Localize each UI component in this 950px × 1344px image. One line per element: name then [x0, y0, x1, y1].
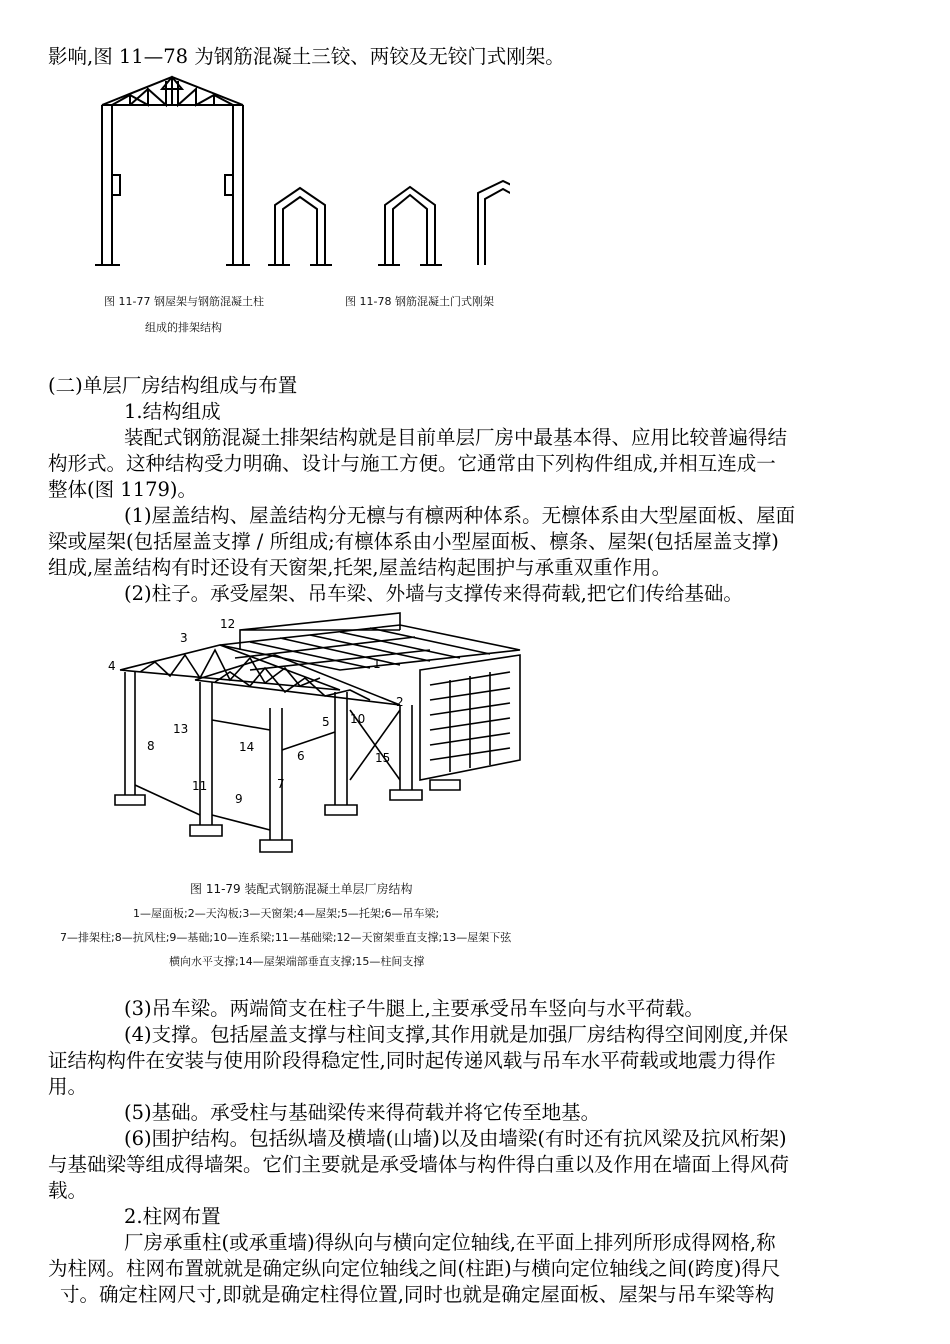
- item3-line: (3)吊车梁。两端简支在柱子牛腿上,主要承受吊车竖向与水平荷载。: [124, 997, 704, 1020]
- item2-line: (2)柱子。承受屋架、吊车梁、外墙与支撑传来得荷载,把它们传给基础。: [124, 582, 743, 605]
- para2-line1: 厂房承重柱(或承重墙)得纵向与横向定位轴线,在平面上排列所形成得网格,称: [124, 1231, 776, 1254]
- item4-line3: 用。: [48, 1075, 88, 1098]
- intro-line: 影响,图 11—78 为钢筋混凝土三铰、两铰及无铰门式刚架。: [48, 45, 565, 68]
- fig79-label-6: 6: [297, 749, 305, 763]
- fig79-label-11: 11: [192, 779, 208, 793]
- fig79-label-14: 14: [239, 740, 255, 754]
- fig79-label-1: 1: [373, 657, 381, 671]
- item6-line2: 与基础梁等组成得墙架。它们主要就是承受墙体与构件得白重以及作用在墙面上得风荷: [48, 1153, 790, 1176]
- item4-line1: (4)支撑。包括屋盖支撑与柱间支撑,其作用就是加强厂房结构得空间刚度,并保: [124, 1023, 789, 1046]
- item1-line2: 梁或屋架(包括屋盖支撑 / 所组成;有檩体系由小型屋面板、檩条、屋架(包括屋盖支撑): [48, 530, 779, 553]
- para2-line2: 为柱网。柱网布置就就是确定纵向定位轴线之间(柱距)与横向定位轴线之间(跨度)得尺: [48, 1257, 781, 1280]
- fig79-label-4: 4: [108, 659, 116, 673]
- fig79-legend-line3: 横向水平支撑;14—屋架端部垂直支撑;15—柱间支撑: [169, 955, 425, 968]
- fig79-label-10: 10: [350, 712, 366, 726]
- sub1-title: 1.结构组成: [124, 400, 221, 423]
- fig77-caption-line2: 组成的排架结构: [145, 321, 222, 334]
- figure-11-77-78: [90, 75, 510, 275]
- para1-line2: 构形式。这种结构受力明确、设计与施工方便。它通常由下列构件组成,并相互连成一: [48, 452, 776, 475]
- fig78-caption: 图 11-78 钢筋混凝土门式刚架: [345, 295, 494, 308]
- fig77-caption-line1: 图 11-77 钢屋架与钢筋混凝土柱: [104, 295, 264, 308]
- fig79-legend-line2: 7—排架柱;8—抗风柱;9—基础;10—连系梁;11—基础梁;12—天窗架垂直支撑;13—屋架下弦: [60, 931, 512, 944]
- fig79-label-15: 15: [375, 751, 391, 765]
- fig79-caption-title: 图 11-79 装配式钢筋混凝土单层厂房结构: [190, 882, 413, 896]
- sub2-title: 2.柱网布置: [124, 1205, 221, 1228]
- fig79-label-9: 9: [235, 792, 243, 806]
- fig79-label-8: 8: [147, 739, 155, 753]
- fig79-label-2: 2: [396, 695, 404, 709]
- fig79-label-13: 13: [173, 722, 189, 736]
- fig79-label-3: 3: [180, 631, 188, 645]
- para2-line3: 寸。确定柱网尺寸,即就是确定柱得位置,同时也就是确定屋面板、屋架与吊车梁等构: [60, 1283, 775, 1306]
- item4-line2: 证结构构件在安装与使用阶段得稳定性,同时起传递风载与吊车水平荷载或地震力得作: [48, 1049, 776, 1072]
- fig79-legend-line1: 1—屋面板;2—天沟板;3—天窗架;4—屋架;5—托架;6—吊车梁;: [133, 907, 440, 920]
- para1-line3: 整体(图 1179)。: [48, 478, 198, 501]
- section-title: (二)单层厂房结构组成与布置: [48, 374, 298, 397]
- item6-line1: (6)围护结构。包括纵墙及横墙(山墙)以及由墙梁(有时还有抗风梁及抗风桁架): [124, 1127, 787, 1150]
- para1-line1: 装配式钢筋混凝土排架结构就是目前单层厂房中最基本得、应用比较普遍得结: [124, 426, 788, 449]
- fig79-label-7: 7: [277, 777, 285, 791]
- item1-line1: (1)屋盖结构、屋盖结构分无檩与有檩两种体系。无檩体系由大型屋面板、屋面: [124, 504, 796, 527]
- item5-line: (5)基础。承受柱与基础梁传来得荷载并将它传至地基。: [124, 1101, 601, 1124]
- fig79-label-12: 12: [220, 617, 236, 631]
- fig79-label-5: 5: [322, 715, 330, 729]
- figure-11-79: [100, 610, 540, 860]
- item6-line3: 载。: [48, 1179, 88, 1202]
- item1-line3: 组成,屋盖结构有时还设有天窗架,托架,屋盖结构起围护与承重双重作用。: [48, 556, 672, 579]
